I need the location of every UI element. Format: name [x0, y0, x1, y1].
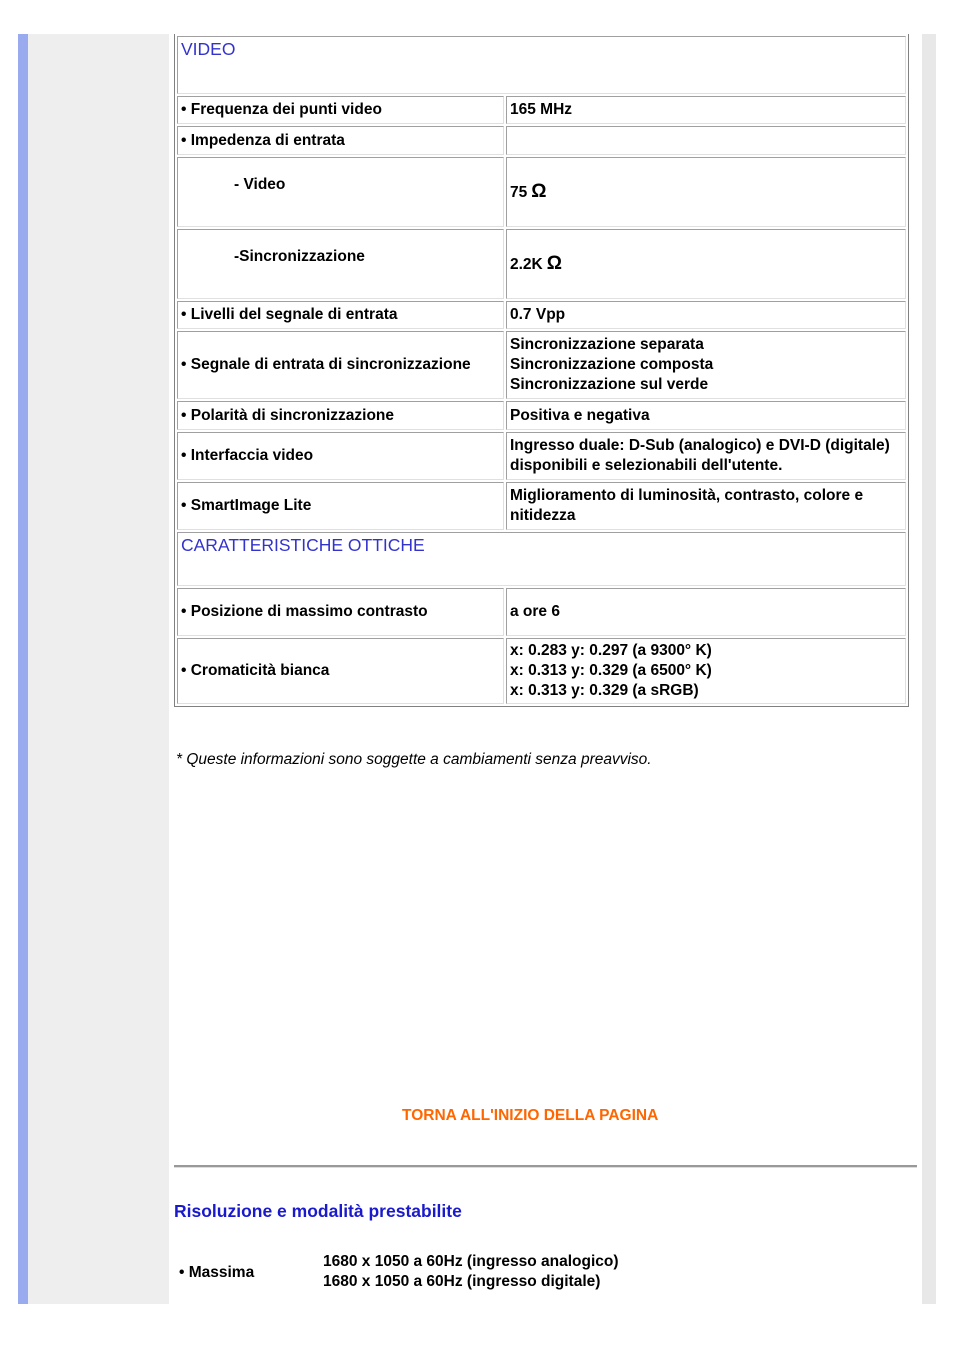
row-label-video-interface: • Interfaccia video [177, 432, 504, 480]
row-value-max-contrast: a ore 6 [506, 588, 906, 636]
value-line: Sincronizzazione sul verde [510, 376, 709, 393]
resolution-label-max: • Massima [179, 1264, 255, 1281]
value-line: x: 0.313 y: 0.329 (a sRGB) [510, 682, 699, 699]
row-label-signal-levels: • Livelli del segnale di entrata [177, 301, 504, 329]
ohm-icon: Ω [546, 252, 562, 274]
value-line: 1680 x 1050 a 60Hz (ingresso analogico) [323, 1253, 619, 1270]
row-value-input-impedance [506, 126, 906, 155]
row-value-sync-impedance [506, 229, 906, 299]
row-value-smartimage: Miglioramento di luminosità, contrasto, colore e nitidezza [506, 482, 906, 530]
value-line: Sincronizzazione separata [510, 336, 704, 353]
value-line: 1680 x 1050 a 60Hz (ingresso digitale) [323, 1273, 601, 1290]
row-label-video-impedance: - Video [177, 157, 504, 227]
row-value-video-impedance [506, 157, 906, 227]
specifications-table [174, 34, 909, 707]
row-label-sync-polarity: • Polarità di sincronizzazione [177, 401, 504, 430]
resolution-value-max [323, 1252, 619, 1292]
row-value-signal-levels: 0.7 Vpp [506, 301, 906, 329]
row-label-input-impedance: • Impedenza di entrata [177, 126, 504, 155]
row-label-smartimage: • SmartImage Lite [177, 482, 504, 530]
left-accent-bar [18, 34, 28, 1304]
section-title-video: VIDEO [177, 36, 906, 94]
impedance-value: 2.2K [510, 255, 543, 273]
row-value-sync-polarity: Positiva e negativa [506, 401, 906, 430]
disclaimer-note: * Queste informazioni sono soggette a cambiamenti senza preavviso. [176, 751, 652, 768]
row-value-sync-input [506, 331, 906, 399]
divider [174, 1165, 917, 1168]
section-title-optics: CARATTERISTICHE OTTICHE [177, 532, 906, 586]
impedance-value: 75 [510, 183, 528, 201]
row-label-max-contrast: • Posizione di massimo contrasto [177, 588, 504, 636]
value-line: x: 0.283 y: 0.297 (a 9300° K) [510, 642, 712, 659]
row-value-video-interface: Ingresso duale: D-Sub (analogico) e DVI-D (digitale) disponibili e selezionabili dell'utente. [506, 432, 906, 480]
value-line: x: 0.313 y: 0.329 (a 6500° K) [510, 662, 712, 679]
row-label-white-chromaticity: • Cromaticità bianca [177, 638, 504, 704]
value-line: Sincronizzazione composta [510, 356, 714, 373]
row-value-pixel-frequency: 165 MHz [506, 96, 906, 124]
right-scroll-strip [922, 34, 936, 1304]
row-label-sync-input: • Segnale di entrata di sincronizzazione [177, 331, 504, 399]
ohm-icon: Ω [531, 180, 547, 202]
row-label-pixel-frequency: • Frequenza dei punti video [177, 96, 504, 124]
row-label-sync-impedance: -Sincronizzazione [177, 229, 504, 299]
section-title-resolution: Risoluzione e modalità prestabilite [174, 1201, 462, 1221]
row-value-white-chromaticity [506, 638, 906, 704]
back-to-top-link[interactable]: TORNA ALL'INIZIO DELLA PAGINA [402, 1107, 659, 1124]
side-panel [28, 34, 169, 1304]
